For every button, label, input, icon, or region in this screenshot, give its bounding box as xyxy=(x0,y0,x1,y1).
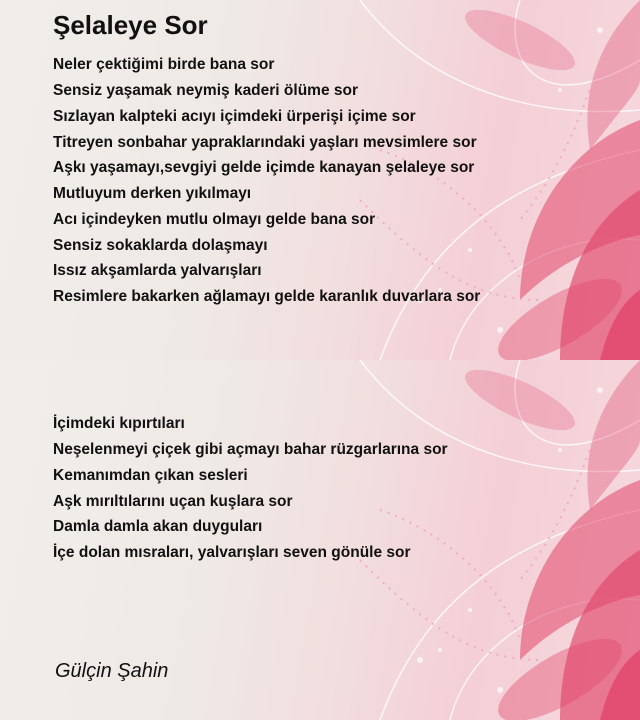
poem-line: Issız akşamlarda yalvarışları xyxy=(53,262,262,279)
poem-title: Şelaleye Sor xyxy=(53,10,208,40)
poem-line: Sızlayan kalpteki acıyı içimdeki ürperişi içime sor xyxy=(53,108,416,125)
poem-author: Gülçin Şahin xyxy=(55,660,169,682)
poem-line: Aşk mırıltılarını uçan kuşlara sor xyxy=(53,493,293,510)
poem-line: Kemanımdan çıkan sesleri xyxy=(53,467,248,484)
poem-line: Mutluyum derken yıkılmayı xyxy=(53,185,252,202)
poem-line: Resimlere bakarken ağlamayı gelde karanlık duvarlara sor xyxy=(53,288,481,305)
poem-line: İçe dolan mısraları, yalvarışları seven gönüle sor xyxy=(53,544,411,561)
poem-card-bottom xyxy=(0,360,640,720)
poem-stanza-2 xyxy=(0,360,640,720)
poem-line: Sensiz sokaklarda dolaşmayı xyxy=(53,237,268,254)
poem-line: Sensiz yaşamak neymiş kaderi ölüme sor xyxy=(53,82,358,99)
poem-line: Neler çektiğimi birde bana sor xyxy=(53,56,275,73)
poem-line: Titreyen sonbahar yapraklarındaki yaşları mevsimlere sor xyxy=(53,134,477,151)
poem-line: Acı içindeyken mutlu olmayı gelde bana sor xyxy=(53,211,376,228)
poem-line: İçimdeki kıpırtıları xyxy=(53,415,185,432)
poem-line: Neşelenmeyi çiçek gibi açmayı bahar rüzgarlarına sor xyxy=(53,441,448,458)
poem-line: Damla damla akan duyguları xyxy=(53,518,263,535)
poem-line: Aşkı yaşamayı,sevgiyi gelde içimde kanayan şelaleye sor xyxy=(53,159,475,176)
